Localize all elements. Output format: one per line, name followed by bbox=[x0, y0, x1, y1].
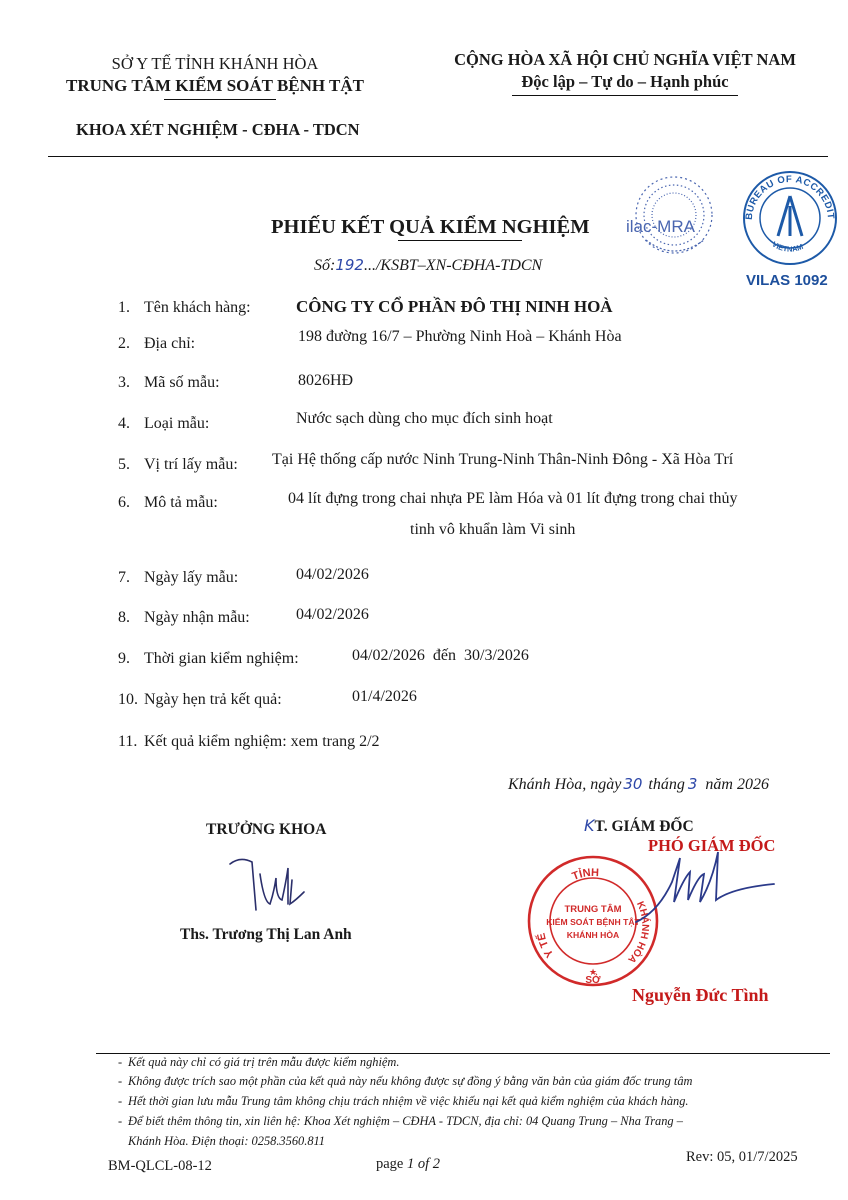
left-signer-name: Ths. Trương Thị Lan Anh bbox=[180, 926, 352, 943]
header-divider bbox=[48, 156, 828, 157]
stamp-line-2: KIỂM SOÁT BỆNH TẬT bbox=[546, 917, 640, 927]
field-row-sample-code bbox=[118, 374, 220, 392]
field-num: 7. bbox=[118, 569, 130, 586]
field-label: Thời gian kiểm nghiệm: bbox=[144, 650, 299, 667]
date-prefix: Khánh Hòa, ngày bbox=[508, 776, 622, 793]
field-label: Ngày nhận mẫu: bbox=[144, 609, 250, 626]
field-label: Ngày hẹn trả kết quả: bbox=[144, 691, 282, 708]
field-value-result: xem trang 2/2 bbox=[290, 733, 380, 750]
field-label: Loại mẫu: bbox=[144, 415, 210, 432]
header-center-underline bbox=[164, 99, 276, 100]
stamp-ring-top: TỈNH bbox=[570, 866, 600, 883]
field-row-location bbox=[118, 456, 238, 474]
right-signer-title bbox=[584, 816, 694, 836]
field-value-test-period: 04/02/2026 đến 30/3/2026 bbox=[352, 647, 529, 664]
boa-ring-text: BUREAU OF ACCREDIT bbox=[743, 173, 837, 221]
field-row-receive-date bbox=[118, 609, 250, 627]
right-signature bbox=[628, 842, 778, 942]
doc-number-prefix: Số: bbox=[314, 257, 336, 274]
page-count: 1 of 2 bbox=[407, 1156, 441, 1172]
ilac-mra-logo bbox=[624, 170, 730, 270]
field-value-collect-date: 04/02/2026 bbox=[296, 566, 369, 583]
field-num: 1. bbox=[118, 299, 130, 316]
field-value-description-line2: tinh vô khuẩn làm Vi sinh bbox=[410, 521, 576, 538]
boa-country-text: VIETNAM bbox=[770, 239, 805, 254]
field-value-description: 04 lít đựng trong chai nhựa PE làm Hóa và 01 lít đựng trong chai thủy bbox=[288, 490, 738, 507]
svg-text:VIETNAM bbox=[770, 239, 804, 253]
svg-text:★: ★ bbox=[588, 967, 598, 977]
doc-number-handwritten: 192 bbox=[335, 256, 364, 274]
field-value-receive-date: 04/02/2026 bbox=[296, 606, 369, 623]
right-signer-prefix-handwritten: K bbox=[584, 816, 595, 835]
stamp-line-3: KHÁNH HÒA bbox=[566, 930, 620, 940]
boa-accreditation-logo bbox=[738, 164, 842, 272]
field-value-address: 198 đường 16/7 – Phường Ninh Hoà – Khánh Hòa bbox=[298, 328, 622, 345]
right-signer-title-text: T. GIÁM ĐỐC bbox=[594, 818, 694, 835]
field-row-address bbox=[118, 335, 195, 353]
field-label: Mô tả mẫu: bbox=[144, 494, 218, 511]
field-label: Vị trí lấy mẫu: bbox=[144, 456, 238, 473]
footer-note-text: Khánh Hòa. Điện thoại: 0258.3560.811 bbox=[128, 1134, 325, 1148]
title-underline bbox=[398, 240, 522, 241]
ilac-mra-text: ilac-MRA bbox=[626, 217, 695, 236]
date-month-label: tháng bbox=[648, 776, 685, 793]
footer-note-text: Để biết thêm thông tin, xin liên hệ: Khoa Xét nghiệm – CĐHA - TDCN, địa chỉ: 04 Quang Trung – Nha Trang – bbox=[128, 1114, 683, 1128]
field-num: 9. bbox=[118, 650, 130, 667]
date-month-handwritten: 3 bbox=[687, 775, 698, 793]
field-row-collect-date bbox=[118, 569, 238, 587]
document-number bbox=[314, 256, 542, 275]
footer-note: - Kết quả này chỉ có giá trị trên mẫu được kiểm nghiệm. bbox=[118, 1055, 400, 1069]
field-row-sample-type bbox=[118, 415, 209, 433]
page-label bbox=[376, 1156, 440, 1172]
stamp-ring-bottom: SỞ bbox=[585, 975, 601, 986]
left-signer-title: TRƯỞNG KHOA bbox=[206, 821, 327, 838]
field-row-test-period bbox=[118, 650, 299, 668]
field-label: Địa chỉ: bbox=[144, 335, 196, 352]
doc-number-suffix: .../KSBT–XN-CĐHA-TDCN bbox=[363, 257, 543, 274]
revision: Rev: 05, 01/7/2025 bbox=[686, 1149, 798, 1165]
stamp-ring-right: KHÁNH HÒA bbox=[625, 899, 651, 966]
field-row-result bbox=[118, 733, 380, 751]
vilas-number: VILAS 1092 bbox=[746, 272, 828, 289]
right-signer-name: Nguyễn Đức Tình bbox=[632, 985, 769, 1005]
header-motto: Độc lập – Tự do – Hạnh phúc bbox=[521, 72, 729, 91]
field-num: 11. bbox=[118, 733, 138, 750]
field-num: 8. bbox=[118, 609, 130, 626]
footer-note-text: Không được trích sao một phần của kết quả này nếu không được sự đồng ý bằng văn bản của giám đốc trung tâm bbox=[128, 1074, 693, 1088]
field-value-sample-type: Nước sạch dùng cho mục đích sinh hoạt bbox=[296, 410, 553, 427]
header-dept: SỞ Y TẾ TỈNH KHÁNH HÒA bbox=[111, 54, 319, 73]
field-label: Kết quả kiểm nghiệm: bbox=[144, 733, 287, 750]
stamp-ring-left: Y TẾ bbox=[535, 931, 557, 960]
left-signature bbox=[226, 852, 306, 922]
footer-divider bbox=[96, 1053, 830, 1054]
form-code: BM-QLCL-08-12 bbox=[108, 1158, 212, 1174]
page-number bbox=[376, 1156, 440, 1173]
field-num: 4. bbox=[118, 415, 130, 432]
field-num: 6. bbox=[118, 494, 130, 511]
svg-text:TỈNH bbox=[571, 867, 600, 883]
stamp-line-1: TRUNG TÂM bbox=[564, 904, 622, 915]
field-label: Tên khách hàng: bbox=[144, 299, 251, 316]
footer-note-text: Hết thời gian lưu mẫu Trung tâm không chịu trách nhiệm về việc khiếu nại kết quả kiểm nghiệm của khách hàng. bbox=[128, 1094, 689, 1108]
field-row-description bbox=[118, 494, 218, 512]
field-num: 2. bbox=[118, 335, 130, 352]
footer-note: - Không được trích sao một phần của kết quả này nếu không được sự đồng ý bằng văn bản của giám đốc trung tâm bbox=[118, 1074, 693, 1088]
field-label: Mã số mẫu: bbox=[144, 374, 220, 391]
field-row-customer bbox=[118, 299, 251, 317]
field-value-location: Tại Hệ thống cấp nước Ninh Trung-Ninh Thân-Ninh Đông - Xã Hòa Trí bbox=[272, 451, 734, 468]
header-country: CỘNG HÒA XÃ HỘI CHỦ NGHĨA VIỆT NAM bbox=[454, 50, 796, 69]
footer-note: - Để biết thêm thông tin, xin liên hệ: Khoa Xét nghiệm – CĐHA - TDCN, địa chỉ: 04 Quang Trung – Nha Trang – bbox=[118, 1114, 683, 1128]
footer-note-text: Kết quả này chỉ có giá trị trên mẫu được kiểm nghiệm. bbox=[128, 1055, 400, 1069]
field-row-return-date bbox=[118, 691, 282, 709]
date-day-handwritten: 30 bbox=[623, 775, 643, 793]
page-word: page bbox=[376, 1156, 407, 1172]
field-num: 10. bbox=[118, 691, 138, 708]
field-num: 5. bbox=[118, 456, 130, 473]
field-value-sample-code: 8026HĐ bbox=[298, 372, 354, 389]
field-label: Ngày lấy mẫu: bbox=[144, 569, 239, 586]
header-motto-underline bbox=[512, 95, 738, 96]
header-division: KHOA XÉT NGHIỆM - CĐHA - TDCN bbox=[76, 120, 360, 139]
right-signer-role: PHÓ GIÁM ĐỐC bbox=[648, 836, 776, 855]
footer-note: - Hết thời gian lưu mẫu Trung tâm không chịu trách nhiệm về việc khiếu nại kết quả kiểm nghiệm của khách hàng. bbox=[118, 1094, 689, 1108]
header-center: TRUNG TÂM KIỂM SOÁT BỆNH TẬT bbox=[65, 76, 365, 95]
field-num: 3. bbox=[118, 374, 130, 391]
footer-note-continued bbox=[128, 1134, 325, 1149]
document-title: PHIẾU KẾT QUẢ KIỂM NGHIỆM bbox=[271, 216, 590, 238]
field-value-customer: CÔNG TY CỔ PHẦN ĐÔ THỊ NINH HOÀ bbox=[296, 297, 613, 316]
field-value-return-date: 01/4/2026 bbox=[352, 688, 417, 705]
date-year: năm 2026 bbox=[705, 776, 769, 793]
date-line bbox=[508, 775, 769, 794]
